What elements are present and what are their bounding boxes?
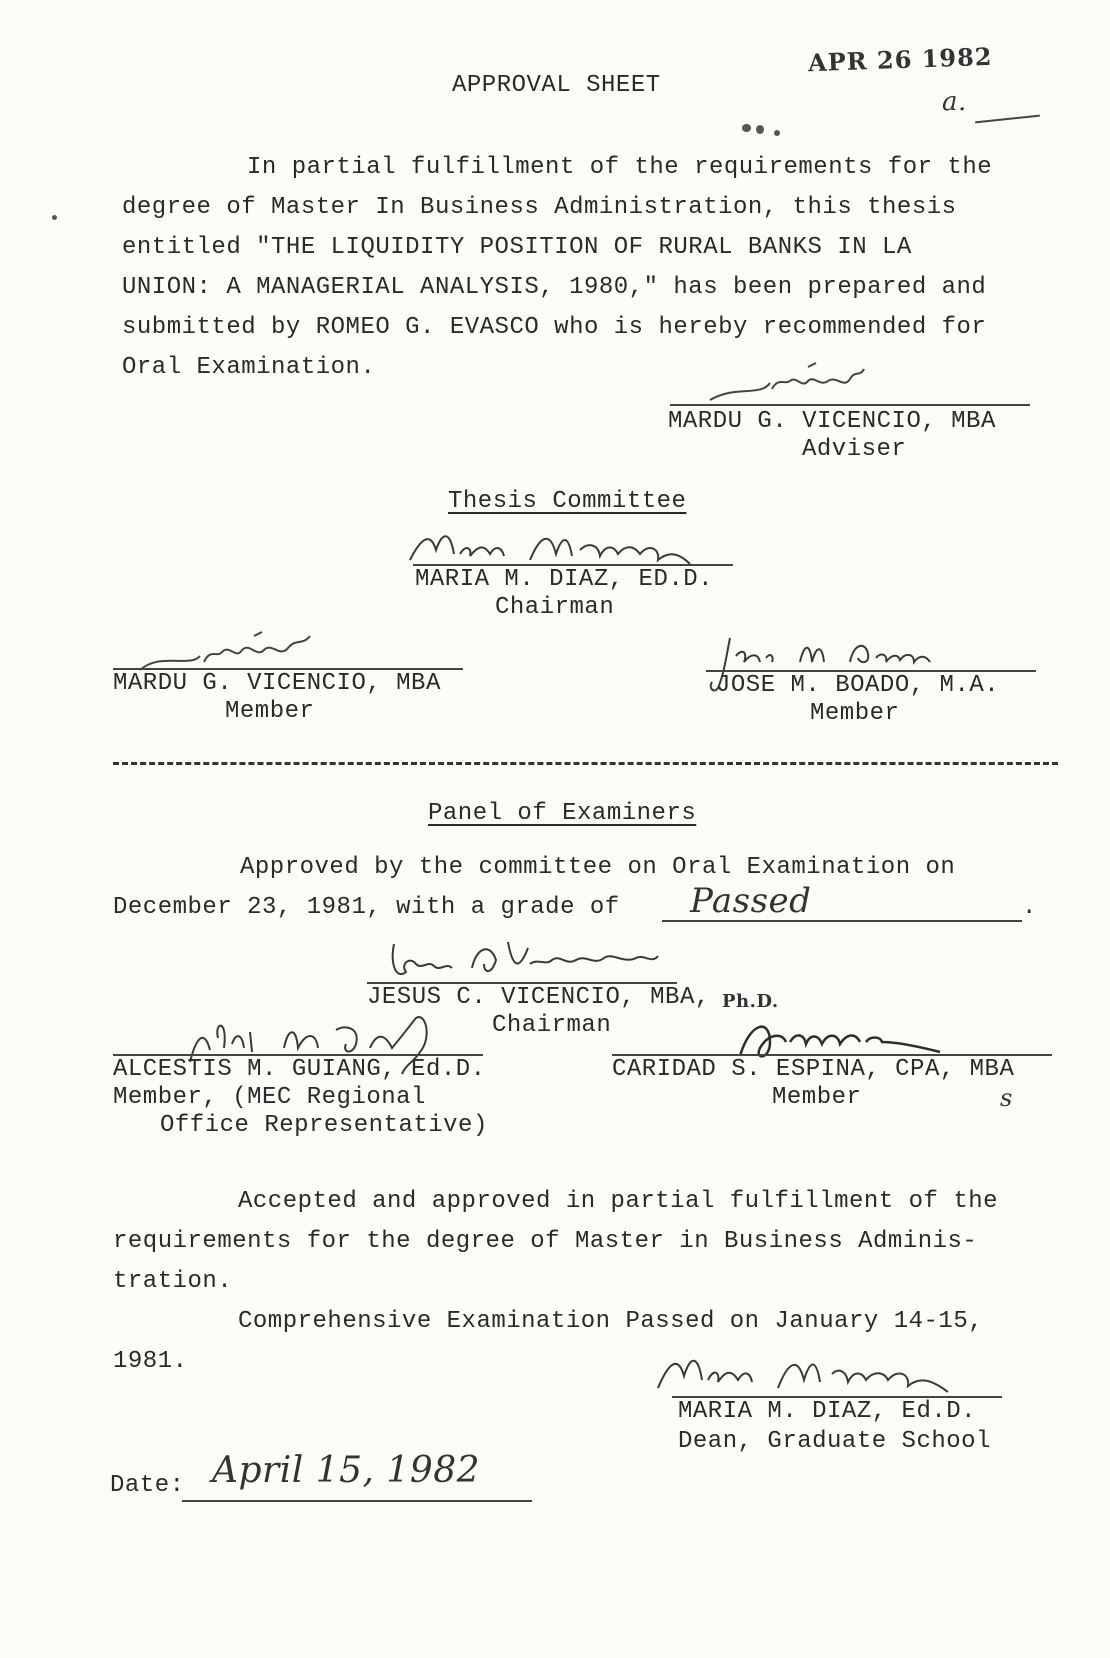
committee-member-left-name: MARDU G. VICENCIO, MBA xyxy=(113,670,441,697)
acceptance-line-2: requirements for the degree of Master in Business Adminis- xyxy=(113,1228,978,1255)
intro-line-5: submitted by ROMEO G. EVASCO who is hereby recommended for xyxy=(122,314,987,341)
date-value: April 15, 1982 xyxy=(212,1450,481,1491)
grade-underline xyxy=(662,920,1022,922)
section-divider xyxy=(113,762,1058,765)
panel-grade: Passed xyxy=(690,881,812,921)
received-stamp-date: APR 26 1982 xyxy=(807,41,993,78)
thesis-committee-heading: Thesis Committee xyxy=(448,488,687,515)
panel-chairman-role: Chairman xyxy=(492,1012,612,1039)
ink-speck xyxy=(52,215,57,220)
dean-role: Dean, Graduate School xyxy=(678,1428,991,1455)
panel-approval-line-1: Approved by the committee on Oral Examination on xyxy=(240,854,956,881)
panel-member-right-name: CARIDAD S. ESPINA, CPA, MBA xyxy=(612,1056,1015,1083)
acceptance-line-3: tration. xyxy=(113,1268,233,1295)
adviser-role: Adviser xyxy=(802,436,907,463)
ink-speck xyxy=(774,130,780,136)
dean-name: MARIA M. DIAZ, Ed.D. xyxy=(678,1398,977,1425)
ink-speck xyxy=(742,124,751,132)
adviser-signature xyxy=(690,355,900,415)
comprehensive-line-2: 1981. xyxy=(113,1348,188,1375)
committee-member-right-role: Member xyxy=(810,700,900,727)
committee-member-left-role: Member xyxy=(225,698,315,725)
panel-heading: Panel of Examiners xyxy=(428,800,697,827)
panel-chairman-name: JESUS C. VICENCIO, MBA, xyxy=(367,984,710,1011)
ink-speck xyxy=(756,125,764,134)
panel-chairman-suffix: Ph.D. xyxy=(722,991,779,1012)
panel-member-right-role: Member xyxy=(772,1084,862,1111)
intro-line-6: Oral Examination. xyxy=(122,354,376,381)
panel-member-left-role-1: Member, (MEC Regional xyxy=(113,1084,426,1111)
comprehensive-line-1: Comprehensive Examination Passed on January 14-15, xyxy=(238,1308,984,1335)
committee-chairman-name: MARIA M. DIAZ, ED.D. xyxy=(415,566,714,593)
date-underline xyxy=(182,1500,532,1502)
date-label: Date: xyxy=(110,1472,185,1499)
intro-line-3: entitled "THE LIQUIDITY POSITION OF RURAL BANKS IN LA xyxy=(122,234,912,261)
adviser-name: MARDU G. VICENCIO, MBA xyxy=(668,408,996,435)
intro-line-4: UNION: A MANAGERIAL ANALYSIS, 1980," has been prepared and xyxy=(122,274,987,301)
adviser-signature-line xyxy=(670,404,1030,406)
intro-line-2: degree of Master In Business Administration, this thesis xyxy=(122,194,957,221)
committee-member-right-name: JOSE M. BOADO, M.A. xyxy=(716,672,1000,699)
grade-period: . xyxy=(1022,894,1037,921)
stamp-mark-line xyxy=(975,115,1040,124)
acceptance-line-1: Accepted and approved in partial fulfillment of the xyxy=(238,1188,999,1215)
stamp-initials: a. xyxy=(942,87,967,117)
intro-line-1: In partial fulfillment of the requirements for the xyxy=(247,154,993,181)
committee-chairman-role: Chairman xyxy=(495,594,615,621)
panel-approval-line-2: December 23, 1981, with a grade of xyxy=(113,894,620,921)
panel-member-left-role-2: Office Representative) xyxy=(160,1112,488,1139)
page-title: APPROVAL SHEET xyxy=(452,72,661,99)
panel-member-left-name: ALCESTIS M. GUIANG, Ed.D. xyxy=(113,1056,486,1083)
panel-member-right-mark: s xyxy=(1000,1084,1013,1112)
